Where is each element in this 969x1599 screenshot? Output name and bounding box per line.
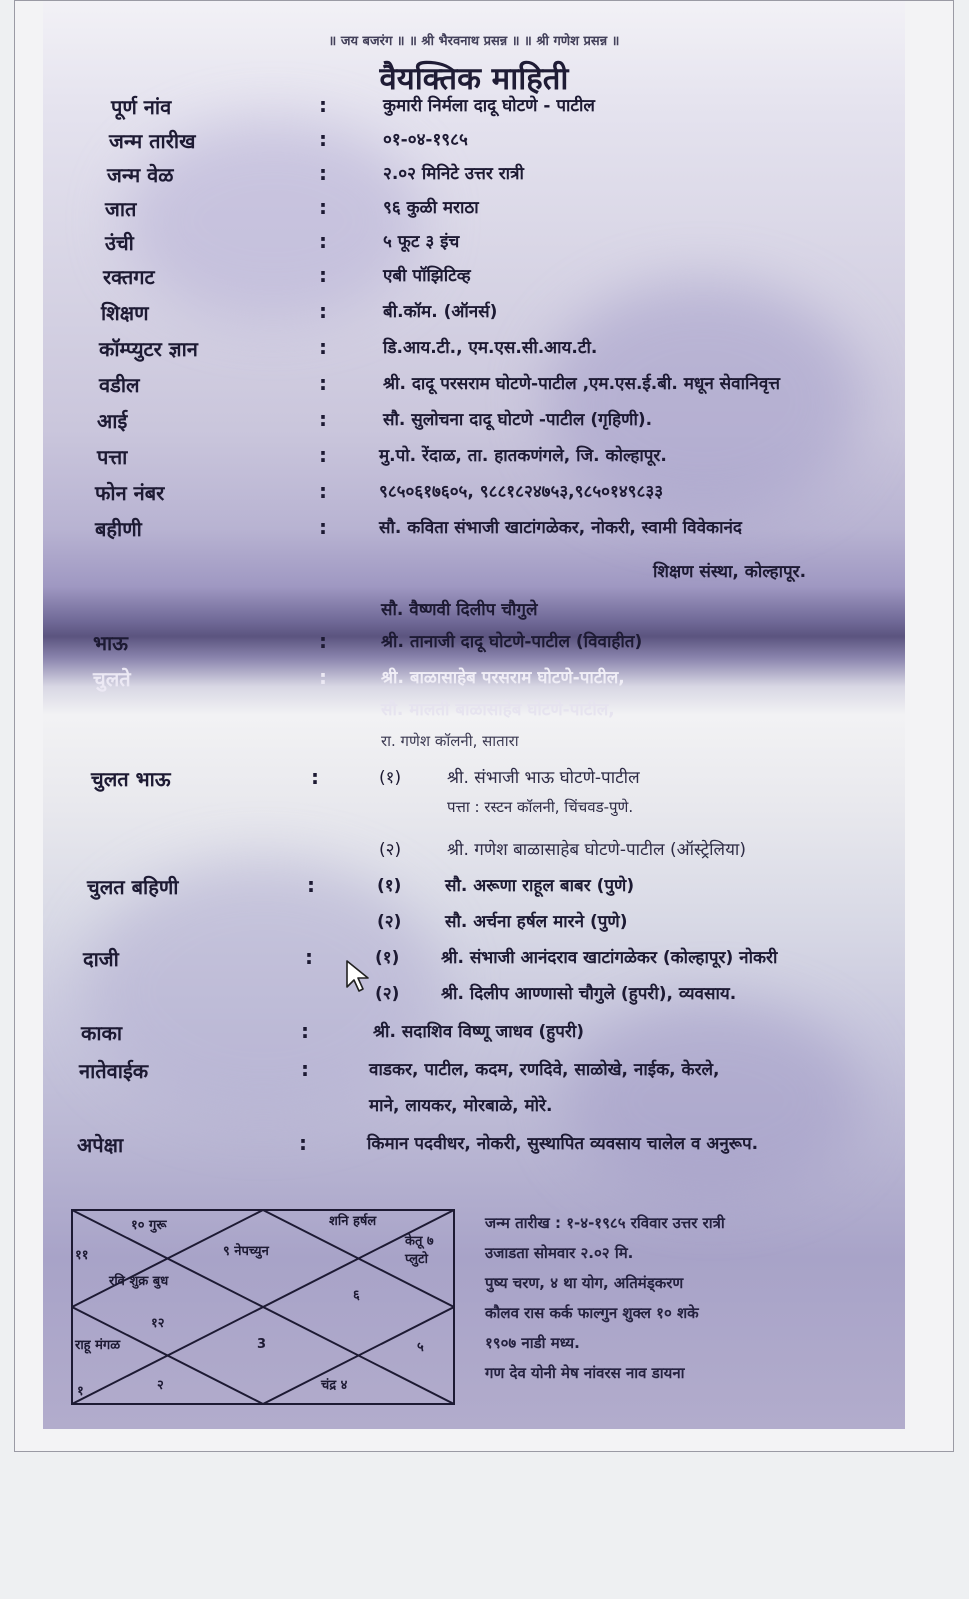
field-value: सौ. कविता संभाजी खाटांगळेकर, नोकरी, स्वामी विवेकानंद: [379, 518, 742, 538]
field-label: पत्ता: [97, 445, 128, 469]
kundali-grid: [71, 1209, 455, 1405]
field-label: दाजी: [83, 947, 119, 971]
house-1: १: [77, 1384, 84, 1399]
field-colon: :: [319, 299, 327, 323]
list-number: (१): [375, 948, 400, 968]
field-colon: :: [319, 161, 327, 185]
house-3: 3: [257, 1337, 267, 1352]
list-number: (१): [377, 876, 402, 896]
field-row-relatives-cont: [43, 1093, 905, 1127]
field-label: जन्म तारीख: [109, 129, 196, 153]
field-label: जन्म वेळ: [107, 163, 174, 187]
page-title: वैयक्तिक माहिती: [379, 61, 569, 97]
field-colon: :: [301, 1057, 309, 1081]
field-row-cousin-brothers-cont: [43, 797, 905, 831]
field-label: चुलत भाऊ: [91, 767, 171, 791]
field-value: ९६ कुळी मराठा: [383, 198, 479, 218]
field-colon: :: [319, 93, 327, 117]
field-colon: :: [319, 407, 327, 431]
field-value: श्री. दिलीप आण्णासो चौगुले (हुपरी), व्यवसाय.: [441, 984, 737, 1004]
field-value: मु.पो. रेंदाळ, ता. हातकणंगले, जि. कोल्हापूर.: [379, 446, 667, 466]
field-row-kaka: [43, 1019, 905, 1053]
field-colon: :: [319, 629, 327, 653]
kundali-chart: [71, 1209, 455, 1405]
field-row-cousin-brothers: [43, 765, 905, 799]
field-value: श्री. संभाजी भाऊ घोटणे-पाटील: [447, 768, 640, 788]
field-row-uncle-cont: [43, 731, 905, 765]
field-value: डि.आय.टी., एम.एस.सी.आय.टी.: [383, 338, 598, 358]
field-label: आई: [97, 409, 128, 433]
field-label: पूर्ण नांव: [111, 95, 172, 119]
house-11: ११: [75, 1248, 89, 1263]
house-10: १० गुरू: [131, 1218, 167, 1233]
field-row-relatives: [43, 1057, 905, 1091]
field-label: भाऊ: [93, 631, 128, 655]
field-label: फोन नंबर: [95, 481, 165, 505]
field-colon: :: [319, 127, 327, 151]
field-value: माने, लायकर, मोरबाळे, मोरे.: [369, 1096, 553, 1116]
field-value: श्री. गणेश बाळासाहेब घोटणे-पाटील (ऑस्ट्रेलिया): [447, 840, 746, 860]
field-colon: :: [319, 263, 327, 287]
field-colon: :: [319, 371, 327, 395]
field-value: किमान पदवीधर, नोकरी, सुस्थापित व्यवसाय चालेल व अनुरूप.: [367, 1134, 759, 1154]
field-value: एबी पॉझिटिव्ह: [383, 266, 471, 286]
field-row-sisters: [43, 515, 905, 549]
field-label: नातेवाईक: [79, 1059, 149, 1083]
field-row-cousin-sisters-cont: [43, 909, 905, 943]
birth-detail-line: उजाडता सोमवार २.०२ मि.: [485, 1244, 634, 1262]
house-1-planets: राहू मंगळ: [75, 1338, 121, 1353]
field-colon: :: [307, 873, 315, 897]
field-value: सौ. अरूणा राहूल बाबर (पुणे): [445, 876, 635, 896]
field-colon: :: [319, 335, 327, 359]
field-value: ९८५०६१७६०५, ९८८१८२४७५३,९८५०१४९८३३: [379, 482, 664, 502]
field-row-expectation: [43, 1131, 905, 1165]
field-row-height: [43, 229, 905, 263]
birth-detail-line: १९०७ नाडी मध्य.: [485, 1334, 580, 1352]
field-colon: :: [319, 229, 327, 253]
field-row-uncle-cont: [43, 697, 905, 731]
field-row-computer: [43, 335, 905, 369]
field-value: सौ. अर्चना हर्षल मारने (पुणे): [445, 912, 628, 932]
house-4: चंद्र ४: [321, 1378, 348, 1393]
mouse-pointer-icon: [345, 959, 371, 997]
field-row-sisters-cont: [43, 597, 905, 631]
field-row-brothers-in-law: [43, 945, 905, 979]
field-value: ५ फूट ३ इंच: [383, 232, 460, 252]
birth-detail-line: जन्म तारीख : १-४-१९८५ रविवार उत्तर रात्री: [485, 1214, 725, 1232]
list-number: (१): [379, 768, 402, 788]
field-row-education: [43, 299, 905, 333]
field-row-dob: [43, 127, 905, 161]
field-row-cousin-brothers-cont: [43, 837, 905, 871]
field-colon: :: [319, 665, 327, 689]
field-row-cousin-sisters: [43, 873, 905, 907]
field-value: रा. गणेश कॉलनी, सातारा: [381, 732, 519, 750]
field-row-brother: [43, 629, 905, 663]
field-label: जात: [105, 197, 137, 221]
field-label: चुलते: [93, 667, 131, 691]
field-value: सौ. सुलोचना दादू घोटणे -पाटील (गृहिणी).: [383, 410, 653, 430]
house-7-extra: प्लुटो: [405, 1252, 428, 1267]
birth-detail-line: कौलव रास कर्क फाल्गुन शुक्ल १० शके: [485, 1304, 699, 1322]
field-value: बी.कॉम. (ऑनर्स): [383, 302, 498, 322]
field-colon: :: [311, 765, 319, 789]
field-row-name: [43, 93, 905, 127]
field-value: सौ. मालती बाळासाहेब घोटणे-पाटील,: [381, 700, 615, 720]
field-value: श्री. तानाजी दादू घोटणे-पाटील (विवाहीत): [381, 632, 643, 652]
house-12: १२: [151, 1316, 165, 1331]
field-value: २.०२ मिनिटे उत्तर रात्री: [383, 164, 524, 184]
field-label: रक्तगट: [103, 265, 155, 289]
list-number: (२): [375, 984, 400, 1004]
field-row-sisters-cont: [43, 559, 905, 593]
field-label: शिक्षण: [101, 301, 149, 325]
house-5: ५: [417, 1340, 424, 1355]
field-row-tob: [43, 161, 905, 195]
biodata-card: [43, 1, 905, 1429]
house-7: केतू ७: [405, 1234, 434, 1249]
field-row-address: [43, 443, 905, 477]
field-colon: :: [301, 1019, 309, 1043]
field-value: श्री. बाळासाहेब परसराम घोटणे-पाटील,: [381, 668, 625, 688]
field-row-father: [43, 371, 905, 405]
list-number: (२): [379, 840, 402, 860]
field-row-phone: [43, 479, 905, 513]
field-row-brothers-in-law-cont: [43, 981, 905, 1015]
field-colon: :: [319, 515, 327, 539]
field-value: पत्ता : रस्टन कॉलनी, चिंचवड-पुणे.: [447, 798, 634, 816]
field-value: सौ. वैष्णवी दिलीप चौगुले: [381, 600, 538, 620]
field-colon: :: [319, 479, 327, 503]
field-colon: :: [319, 195, 327, 219]
field-label: चुलत बहिणी: [87, 875, 179, 899]
house-11-planets: रवि शुक्र बुध: [109, 1274, 169, 1289]
house-8: शनि हर्षल: [329, 1214, 377, 1229]
house-9: ९ नेपच्युन: [223, 1244, 269, 1259]
field-row-mother: [43, 407, 905, 441]
field-colon: :: [305, 945, 313, 969]
field-colon: :: [299, 1131, 307, 1155]
field-label: कॉम्प्युटर ज्ञान: [99, 337, 198, 361]
field-row-caste: [43, 195, 905, 229]
field-value: श्री. संभाजी आनंदराव खाटांगळेकर (कोल्हापूर) नोकरी: [441, 948, 778, 968]
document-sheet: [14, 0, 954, 1452]
field-label: काका: [81, 1021, 123, 1045]
field-colon: :: [319, 443, 327, 467]
house-6: ६: [353, 1288, 360, 1303]
field-label: उंची: [105, 231, 134, 255]
invocation-line: ॥ जय बजरंग ॥ ॥ श्री भैरवनाथ प्रसन्न ॥ ॥ श्री गणेश प्रसन्न ॥: [328, 34, 620, 49]
list-number: (२): [377, 912, 402, 932]
field-row-blood: [43, 263, 905, 297]
birth-detail-line: पुष्य चरण, ४ था योग, अतिमंड्करण: [485, 1274, 684, 1292]
field-label: बहीणी: [95, 517, 142, 541]
field-value: कुमारी निर्मला दादू घोटणे - पाटील: [383, 96, 595, 116]
field-value: ०१-०४-१९८५: [383, 130, 468, 150]
house-2: २: [157, 1378, 164, 1393]
field-value: श्री. सदाशिव विष्णू जाधव (हुपरी): [373, 1022, 585, 1042]
birth-detail-line: गण देव योनी मेष नांवरस नाव डायना: [485, 1364, 685, 1382]
field-value: शिक्षण संस्था, कोल्हापूर.: [653, 562, 807, 582]
field-label: वडील: [99, 373, 140, 397]
field-row-uncle: [43, 665, 905, 699]
field-value: वाडकर, पाटील, कदम, रणदिवे, साळोखे, नाईक, केरले,: [369, 1060, 720, 1080]
field-label: अपेक्षा: [77, 1133, 124, 1157]
field-value: श्री. दादू परसराम घोटणे-पाटील ,एम.एस.ई.बी. मधून सेवानिवृत्त: [383, 374, 781, 394]
